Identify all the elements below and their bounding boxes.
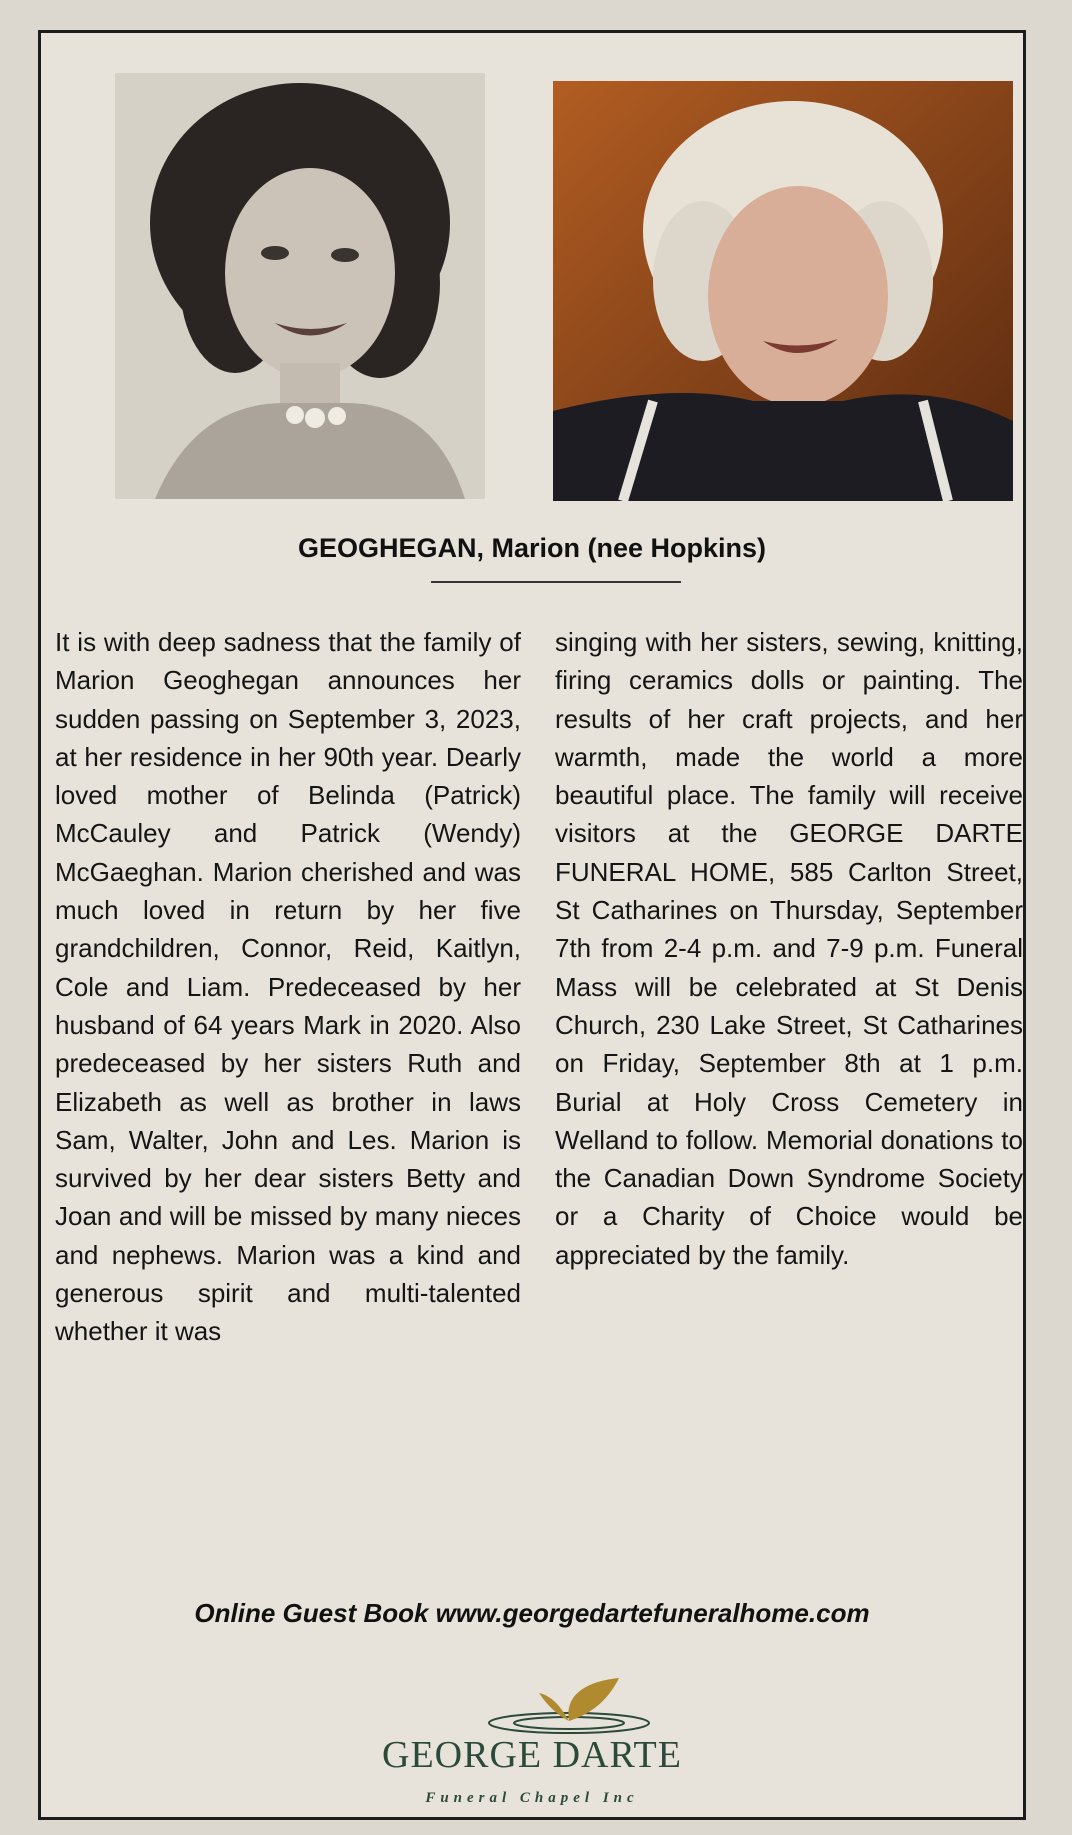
portrait-young-photo	[115, 73, 485, 499]
newsprint-bleed-left	[0, 60, 40, 1820]
funeral-home-logo-subtitle: Funeral Chapel Inc	[425, 1790, 639, 1806]
obituary-headline: GEOGHEGAN, Marion (nee Hopkins)	[297, 533, 767, 563]
obituary-text-left-column: It is with deep sadness that the family of Marion Geoghegan announces her sudden passing on September 3, 2023, at her residence in her 90th year. Dearly loved mother of Belinda (Patrick) McCauley and Patrick (Wendy) McGaeghan. Marion cherished and was much loved in return by her five grandchildren, Connor, Reid, Kaitlyn, Cole and Liam. Predeceased by her husband of 64 years Mark in 2020. Also predeceased by her sisters Ruth and Elizabeth as well as brother in laws Sam, Walter, John and Les. Marion is survived by her dear sisters Betty and Joan and will be missed by many nieces and nephews. Marion was a kind and generous spirit and multi-talented whether it was	[55, 627, 521, 1347]
headline-underline	[431, 581, 681, 583]
portrait-recent-photo	[553, 81, 1013, 501]
funeral-home-logo-name: GEORGE DARTE	[382, 1734, 682, 1776]
guest-book-link[interactable]: Online Guest Book www.georgedartefuneralhome.com	[194, 1598, 870, 1628]
obituary-text-right-column: singing with her sisters, sewing, knitting, firing ceramics dolls or painting. The results of her craft projects, and her warmth, made the world a more beautiful place. The family will receive visitors at the GEORGE DARTE FUNERAL HOME, 585 Carlton Street, St Catharines on Thursday, September 7th from 2-4 p.m. and 7-9 p.m. Funeral Mass will be celebrated at St Denis Church, 230 Lake Street, St Catharines on Friday, September 8th at 1 p.m. Burial at Holy Cross Cemetery in Welland to follow. Memorial donations to the Canadian Down Syndrome Society or a Charity of Choice would be appreciated by the family.	[555, 627, 1023, 1270]
obituary-notice	[38, 30, 1026, 1820]
